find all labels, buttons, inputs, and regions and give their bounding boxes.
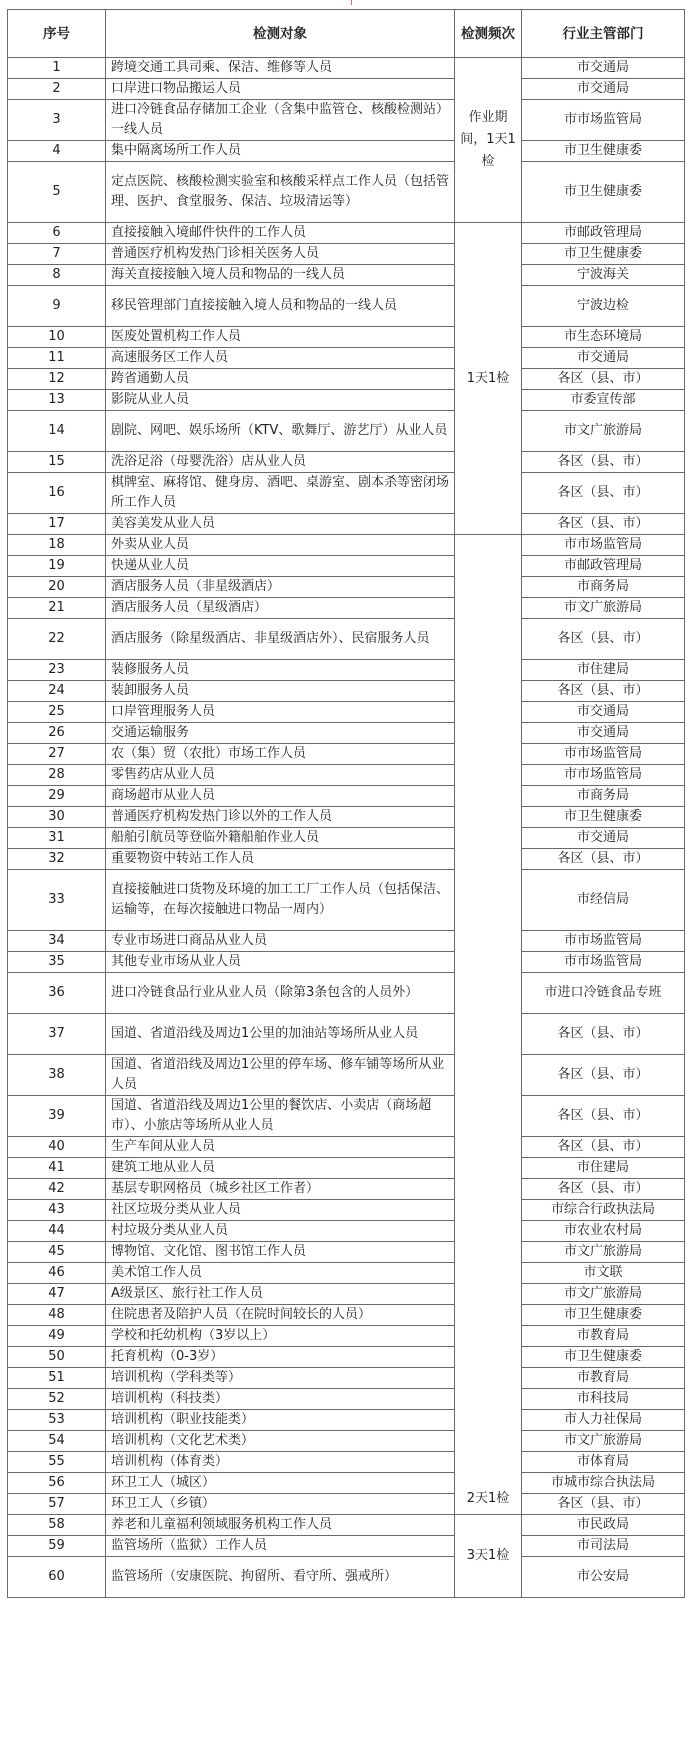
row-object: 国道、省道沿线及周边1公里的停车场、修车铺等场所从业人员 <box>106 1055 455 1096</box>
table-row <box>8 1137 685 1158</box>
row-number: 42 <box>8 1179 106 1200</box>
row-number: 56 <box>8 1473 106 1494</box>
row-department: 市公安局 <box>522 1557 685 1598</box>
row-department: 市教育局 <box>522 1326 685 1347</box>
row-department: 市文广旅游局 <box>522 598 685 619</box>
row-object: 学校和托幼机构（3岁以上） <box>106 1326 455 1347</box>
row-department: 市市场监管局 <box>522 744 685 765</box>
table-row <box>8 598 685 619</box>
row-number: 47 <box>8 1284 106 1305</box>
row-department: 市交通局 <box>522 702 685 723</box>
row-object: 集中隔离场所工作人员 <box>106 141 455 162</box>
row-department: 市卫生健康委 <box>522 807 685 828</box>
row-object: 进口冷链食品存储加工企业（含集中监管仓、核酸检测站）一线人员 <box>106 100 455 141</box>
row-number: 12 <box>8 369 106 390</box>
table-row <box>8 411 685 452</box>
table-row <box>8 1305 685 1326</box>
row-number: 53 <box>8 1410 106 1431</box>
row-object: 普通医疗机构发热门诊相关医务人员 <box>106 244 455 265</box>
row-department: 市卫生健康委 <box>522 1347 685 1368</box>
row-number: 35 <box>8 952 106 973</box>
row-number: 57 <box>8 1494 106 1515</box>
row-number: 20 <box>8 577 106 598</box>
row-department: 市城市综合执法局 <box>522 1473 685 1494</box>
row-number: 54 <box>8 1431 106 1452</box>
row-number: 50 <box>8 1347 106 1368</box>
row-number: 10 <box>8 327 106 348</box>
table-row <box>8 1179 685 1200</box>
row-number: 39 <box>8 1096 106 1137</box>
row-object: 生产车间从业人员 <box>106 1137 455 1158</box>
table-row <box>8 100 685 141</box>
table-row <box>8 1557 685 1598</box>
row-object: 基层专职网格员（城乡社区工作者） <box>106 1179 455 1200</box>
table-row <box>8 744 685 765</box>
frequency-group: 2天1检 <box>455 535 522 1515</box>
row-department: 市卫生健康委 <box>522 1305 685 1326</box>
table-row <box>8 1494 685 1515</box>
row-number: 60 <box>8 1557 106 1598</box>
table-row <box>8 1221 685 1242</box>
row-department: 市生态环境局 <box>522 327 685 348</box>
row-department: 市商务局 <box>522 786 685 807</box>
row-object: 棋牌室、麻将馆、健身房、酒吧、桌游室、剧本杀等密闭场所工作人员 <box>106 473 455 514</box>
row-number: 40 <box>8 1137 106 1158</box>
row-object: 酒店服务人员（非星级酒店） <box>106 577 455 598</box>
row-department: 市卫生健康委 <box>522 244 685 265</box>
table-row <box>8 535 685 556</box>
row-department: 宁波边检 <box>522 286 685 327</box>
row-number: 37 <box>8 1014 106 1055</box>
row-department: 市市场监管局 <box>522 765 685 786</box>
row-department: 市交通局 <box>522 348 685 369</box>
row-object: A级景区、旅行社工作人员 <box>106 1284 455 1305</box>
row-object: 剧院、网吧、娱乐场所（KTV、歌舞厅、游艺厅）从业人员 <box>106 411 455 452</box>
row-object: 装修服务人员 <box>106 660 455 681</box>
row-number: 48 <box>8 1305 106 1326</box>
row-number: 59 <box>8 1536 106 1557</box>
table-row <box>8 702 685 723</box>
row-department: 市文联 <box>522 1263 685 1284</box>
row-department: 市委宣传部 <box>522 390 685 411</box>
row-number: 1 <box>8 58 106 79</box>
table-row <box>8 1326 685 1347</box>
table-row <box>8 681 685 702</box>
table-row <box>8 1284 685 1305</box>
row-object: 普通医疗机构发热门诊以外的工作人员 <box>106 807 455 828</box>
row-object: 快递从业人员 <box>106 556 455 577</box>
table-row <box>8 1096 685 1137</box>
row-object: 进口冷链食品行业从业人员（除第3条包含的人员外） <box>106 973 455 1014</box>
table-row <box>8 286 685 327</box>
row-department: 市进口冷链食品专班 <box>522 973 685 1014</box>
testing-schedule-table <box>7 9 685 1598</box>
row-department: 各区（县、市） <box>522 849 685 870</box>
row-number: 19 <box>8 556 106 577</box>
row-number: 17 <box>8 514 106 535</box>
table-row <box>8 723 685 744</box>
row-object: 装卸服务人员 <box>106 681 455 702</box>
row-number: 11 <box>8 348 106 369</box>
row-object: 其他专业市场从业人员 <box>106 952 455 973</box>
table-row <box>8 952 685 973</box>
row-number: 29 <box>8 786 106 807</box>
row-object: 酒店服务（除星级酒店、非星级酒店外）、民宿服务人员 <box>106 619 455 660</box>
row-object: 培训机构（职业技能类） <box>106 1410 455 1431</box>
row-object: 托育机构（0-3岁） <box>106 1347 455 1368</box>
row-object: 环卫工人（乡镇） <box>106 1494 455 1515</box>
row-department: 市人力社保局 <box>522 1410 685 1431</box>
row-number: 21 <box>8 598 106 619</box>
row-department: 市民政局 <box>522 1515 685 1536</box>
row-number: 15 <box>8 452 106 473</box>
row-number: 33 <box>8 870 106 931</box>
header-object: 检测对象 <box>106 10 455 58</box>
table-row <box>8 452 685 473</box>
row-object: 环卫工人（城区） <box>106 1473 455 1494</box>
row-department: 各区（县、市） <box>522 369 685 390</box>
row-number: 30 <box>8 807 106 828</box>
row-department: 市市场监管局 <box>522 931 685 952</box>
row-number: 9 <box>8 286 106 327</box>
row-number: 44 <box>8 1221 106 1242</box>
row-number: 24 <box>8 681 106 702</box>
row-department: 宁波海关 <box>522 265 685 286</box>
table-row <box>8 1055 685 1096</box>
table-row <box>8 1200 685 1221</box>
row-department: 各区（县、市） <box>522 1014 685 1055</box>
row-object: 影院从业人员 <box>106 390 455 411</box>
table-row <box>8 1158 685 1179</box>
header-department: 行业主管部门 <box>522 10 685 58</box>
table-row <box>8 162 685 223</box>
row-department: 各区（县、市） <box>522 1179 685 1200</box>
row-department: 市邮政管理局 <box>522 223 685 244</box>
row-number: 38 <box>8 1055 106 1096</box>
row-object: 洗浴足浴（母婴洗浴）店从业人员 <box>106 452 455 473</box>
row-department: 市综合行政执法局 <box>522 1200 685 1221</box>
table-row <box>8 369 685 390</box>
row-object: 专业市场进口商品从业人员 <box>106 931 455 952</box>
row-object: 国道、省道沿线及周边1公里的餐饮店、小卖店（商场超市）、小旅店等场所从业人员 <box>106 1096 455 1137</box>
row-number: 36 <box>8 973 106 1014</box>
row-object: 外卖从业人员 <box>106 535 455 556</box>
row-department: 市卫生健康委 <box>522 162 685 223</box>
table-row <box>8 556 685 577</box>
row-department: 市交通局 <box>522 58 685 79</box>
row-department: 市商务局 <box>522 577 685 598</box>
table-row <box>8 577 685 598</box>
table-row <box>8 327 685 348</box>
table-row <box>8 244 685 265</box>
table-row <box>8 660 685 681</box>
table-row <box>8 807 685 828</box>
table-row <box>8 1242 685 1263</box>
row-object: 村垃圾分类从业人员 <box>106 1221 455 1242</box>
row-department: 市农业农村局 <box>522 1221 685 1242</box>
row-number: 4 <box>8 141 106 162</box>
row-department: 市文广旅游局 <box>522 411 685 452</box>
row-number: 2 <box>8 79 106 100</box>
row-department: 市市场监管局 <box>522 952 685 973</box>
table-row <box>8 849 685 870</box>
table-row <box>8 1368 685 1389</box>
row-department: 市住建局 <box>522 1158 685 1179</box>
row-department: 市住建局 <box>522 660 685 681</box>
row-department: 各区（县、市） <box>522 1494 685 1515</box>
row-department: 市经信局 <box>522 870 685 931</box>
row-department: 各区（县、市） <box>522 473 685 514</box>
top-accent-mark <box>351 0 352 5</box>
table-row <box>8 1473 685 1494</box>
row-department: 市卫生健康委 <box>522 141 685 162</box>
table-row <box>8 931 685 952</box>
row-department: 市市场监管局 <box>522 535 685 556</box>
row-department: 市体育局 <box>522 1452 685 1473</box>
frequency-group: 1天1检 <box>455 223 522 535</box>
table-row <box>8 765 685 786</box>
row-number: 45 <box>8 1242 106 1263</box>
row-department: 各区（县、市） <box>522 1096 685 1137</box>
row-department: 各区（县、市） <box>522 619 685 660</box>
row-number: 55 <box>8 1452 106 1473</box>
table-row <box>8 1452 685 1473</box>
row-number: 32 <box>8 849 106 870</box>
table-row <box>8 619 685 660</box>
row-number: 27 <box>8 744 106 765</box>
frequency-group: 3天1检 <box>455 1515 522 1598</box>
row-object: 重要物资中转站工作人员 <box>106 849 455 870</box>
row-department: 市司法局 <box>522 1536 685 1557</box>
header-row <box>8 10 685 58</box>
table-row <box>8 1431 685 1452</box>
row-number: 6 <box>8 223 106 244</box>
row-object: 培训机构（学科类等） <box>106 1368 455 1389</box>
row-number: 14 <box>8 411 106 452</box>
row-object: 移民管理部门直接接触入境人员和物品的一线人员 <box>106 286 455 327</box>
row-object: 医废处置机构工作人员 <box>106 327 455 348</box>
row-object: 博物馆、文化馆、图书馆工作人员 <box>106 1242 455 1263</box>
row-object: 农（集）贸（农批）市场工作人员 <box>106 744 455 765</box>
row-object: 国道、省道沿线及周边1公里的加油站等场所从业人员 <box>106 1014 455 1055</box>
row-number: 52 <box>8 1389 106 1410</box>
row-object: 口岸进口物品搬运人员 <box>106 79 455 100</box>
row-object: 监管场所（安康医院、拘留所、看守所、强戒所） <box>106 1557 455 1598</box>
table-row <box>8 58 685 79</box>
row-object: 直接接触入境邮件快件的工作人员 <box>106 223 455 244</box>
row-department: 各区（县、市） <box>522 514 685 535</box>
row-object: 培训机构（科技类） <box>106 1389 455 1410</box>
table-row <box>8 348 685 369</box>
row-object: 海关直接接触入境人员和物品的一线人员 <box>106 265 455 286</box>
row-object: 直接接触进口货物及环境的加工工厂工作人员（包括保洁、运输等，在每次接触进口物品一周内） <box>106 870 455 931</box>
row-object: 零售药店从业人员 <box>106 765 455 786</box>
row-department: 市文广旅游局 <box>522 1242 685 1263</box>
row-department: 市邮政管理局 <box>522 556 685 577</box>
table-row <box>8 1410 685 1431</box>
table-row <box>8 1347 685 1368</box>
table-row <box>8 265 685 286</box>
table-row <box>8 1515 685 1536</box>
row-department: 市科技局 <box>522 1389 685 1410</box>
row-number: 23 <box>8 660 106 681</box>
row-number: 34 <box>8 931 106 952</box>
row-number: 43 <box>8 1200 106 1221</box>
row-number: 58 <box>8 1515 106 1536</box>
table-row <box>8 786 685 807</box>
table-row <box>8 1536 685 1557</box>
row-object: 跨省通勤人员 <box>106 369 455 390</box>
row-object: 船舶引航员等登临外籍船舶作业人员 <box>106 828 455 849</box>
row-object: 酒店服务人员（星级酒店） <box>106 598 455 619</box>
row-number: 16 <box>8 473 106 514</box>
row-object: 商场超市从业人员 <box>106 786 455 807</box>
table-body <box>8 58 685 1598</box>
row-number: 28 <box>8 765 106 786</box>
row-department: 各区（县、市） <box>522 1055 685 1096</box>
table-row <box>8 390 685 411</box>
table-row <box>8 828 685 849</box>
row-number: 3 <box>8 100 106 141</box>
table-row <box>8 1389 685 1410</box>
row-department: 各区（县、市） <box>522 681 685 702</box>
row-object: 培训机构（文化艺术类） <box>106 1431 455 1452</box>
row-number: 46 <box>8 1263 106 1284</box>
row-object: 美容美发从业人员 <box>106 514 455 535</box>
row-department: 各区（县、市） <box>522 1137 685 1158</box>
frequency-group: 作业期间，1天1检 <box>455 58 522 223</box>
table-row <box>8 79 685 100</box>
row-number: 18 <box>8 535 106 556</box>
table-row <box>8 1263 685 1284</box>
row-number: 31 <box>8 828 106 849</box>
row-number: 26 <box>8 723 106 744</box>
table-row <box>8 223 685 244</box>
row-department: 市市场监管局 <box>522 100 685 141</box>
row-department: 市交通局 <box>522 79 685 100</box>
row-department: 各区（县、市） <box>522 452 685 473</box>
row-number: 25 <box>8 702 106 723</box>
row-object: 跨境交通工具司乘、保洁、维修等人员 <box>106 58 455 79</box>
row-number: 51 <box>8 1368 106 1389</box>
row-number: 7 <box>8 244 106 265</box>
row-object: 交通运输服务 <box>106 723 455 744</box>
row-object: 口岸管理服务人员 <box>106 702 455 723</box>
row-department: 市文广旅游局 <box>522 1431 685 1452</box>
table-row <box>8 870 685 931</box>
row-number: 5 <box>8 162 106 223</box>
table-row <box>8 1014 685 1055</box>
row-object: 建筑工地从业人员 <box>106 1158 455 1179</box>
row-object: 高速服务区工作人员 <box>106 348 455 369</box>
table-row <box>8 473 685 514</box>
row-object: 社区垃圾分类从业人员 <box>106 1200 455 1221</box>
row-number: 22 <box>8 619 106 660</box>
row-department: 市交通局 <box>522 828 685 849</box>
row-object: 住院患者及陪护人员（在院时间较长的人员） <box>106 1305 455 1326</box>
row-department: 市文广旅游局 <box>522 1284 685 1305</box>
row-number: 41 <box>8 1158 106 1179</box>
row-object: 美术馆工作人员 <box>106 1263 455 1284</box>
row-object: 养老和儿童福利领域服务机构工作人员 <box>106 1515 455 1536</box>
table-row <box>8 514 685 535</box>
row-number: 8 <box>8 265 106 286</box>
header-frequency: 检测频次 <box>455 10 522 58</box>
table-row <box>8 973 685 1014</box>
row-number: 49 <box>8 1326 106 1347</box>
table-row <box>8 141 685 162</box>
row-object: 定点医院、核酸检测实验室和核酸采样点工作人员（包括管理、医护、食堂服务、保洁、垃圾清运等） <box>106 162 455 223</box>
row-number: 13 <box>8 390 106 411</box>
row-department: 市交通局 <box>522 723 685 744</box>
row-object: 培训机构（体育类） <box>106 1452 455 1473</box>
row-department: 市教育局 <box>522 1368 685 1389</box>
row-object: 监管场所（监狱）工作人员 <box>106 1536 455 1557</box>
header-no: 序号 <box>8 10 106 58</box>
